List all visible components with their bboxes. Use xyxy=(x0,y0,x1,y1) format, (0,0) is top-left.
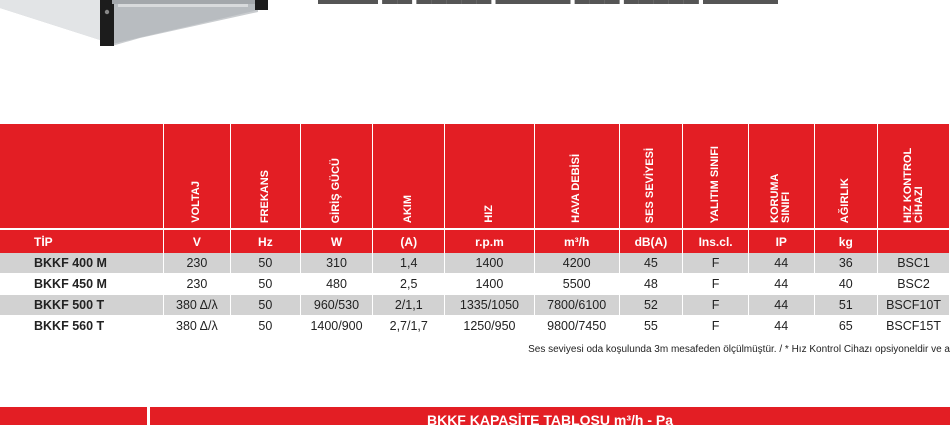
unit-hiz: r.p.m xyxy=(445,229,535,253)
cell-ses-seviyesi: 55 xyxy=(619,316,683,337)
cell-hava-debisi: 4200 xyxy=(534,253,619,274)
cell-koruma-sinifi: 44 xyxy=(748,274,814,295)
cell-hiz: 1250/950 xyxy=(445,316,535,337)
cell-hiz-kontrol: BSC1 xyxy=(878,253,950,274)
cell-ses-seviyesi: 45 xyxy=(619,253,683,274)
table-row xyxy=(0,253,950,274)
cell-hava-debisi: 7800/6100 xyxy=(534,295,619,316)
cell-giris-gucu: 960/530 xyxy=(300,295,373,316)
cell-agirlik: 40 xyxy=(814,274,878,295)
col-header-hiz: HIZ xyxy=(445,124,535,229)
cell-ses-seviyesi: 48 xyxy=(619,274,683,295)
table-row xyxy=(0,274,950,295)
unit-voltaj: V xyxy=(163,229,231,253)
cell-voltaj: 230 xyxy=(163,253,231,274)
header-unit-row xyxy=(0,229,950,253)
unit-hiz-kontrol xyxy=(878,229,950,253)
footnote: Ses seviyesi oda koşulunda 3m mesafeden ölçülmüştür. / * Hız Kontrol Cihazı opsiyoneldir ve a xyxy=(528,344,950,355)
cell-koruma-sinifi: 44 xyxy=(748,253,814,274)
cell-hiz-kontrol: BSCF15T xyxy=(878,316,950,337)
col-header-akim: AKIM xyxy=(373,124,445,229)
unit-ses-seviyesi: dB(A) xyxy=(619,229,683,253)
cell-hiz-kontrol: BSC2 xyxy=(878,274,950,295)
col-header-giris-gucu: GİRİŞ GÜCÜ xyxy=(300,124,373,229)
cell-frekans: 50 xyxy=(231,253,300,274)
cell-yalitim-sinifi: F xyxy=(683,274,749,295)
cell-frekans: 50 xyxy=(231,274,300,295)
table-row xyxy=(0,295,950,316)
cell-agirlik: 65 xyxy=(814,316,878,337)
tip-label: TİP xyxy=(0,229,163,253)
col-header-agirlik: AĞIRLIK xyxy=(814,124,878,229)
cell-akim: 2/1,1 xyxy=(373,295,445,316)
cell-voltaj: 380 Δ/λ xyxy=(163,295,231,316)
cell-voltaj: 230 xyxy=(163,274,231,295)
cell-koruma-sinifi: 44 xyxy=(748,316,814,337)
cell-akim: 2,7/1,7 xyxy=(373,316,445,337)
unit-yalitim-sinifi: Ins.cl. xyxy=(683,229,749,253)
cell-giris-gucu: 310 xyxy=(300,253,373,274)
cell-yalitim-sinifi: F xyxy=(683,253,749,274)
cell-akim: 1,4 xyxy=(373,253,445,274)
col-header-voltaj: VOLTAJ xyxy=(163,124,231,229)
unit-giris-gucu: W xyxy=(300,229,373,253)
intro-text-fragment xyxy=(318,0,778,8)
col-header-koruma-sinifi: KORUMA SINIFI xyxy=(748,124,814,229)
cell-hava-debisi: 5500 xyxy=(534,274,619,295)
cell-agirlik: 51 xyxy=(814,295,878,316)
cell-hiz: 1335/1050 xyxy=(445,295,535,316)
unit-hava-debisi: m³/h xyxy=(534,229,619,253)
cell-akim: 2,5 xyxy=(373,274,445,295)
unit-agirlik: kg xyxy=(814,229,878,253)
cell-hiz-kontrol: BSCF10T xyxy=(878,295,950,316)
cell-type: BKKF 400 M xyxy=(0,253,163,274)
cell-ses-seviyesi: 52 xyxy=(619,295,683,316)
table-row xyxy=(0,316,950,337)
capacity-table-left-header xyxy=(0,407,147,425)
cell-yalitim-sinifi: F xyxy=(683,295,749,316)
cell-frekans: 50 xyxy=(231,295,300,316)
col-header-hava-debisi: HAVA DEBİSİ xyxy=(534,124,619,229)
product-image xyxy=(0,0,270,48)
col-header-yalitim-sinifi: YALITIM SINIFI xyxy=(683,124,749,229)
cell-giris-gucu: 480 xyxy=(300,274,373,295)
cell-hiz: 1400 xyxy=(445,253,535,274)
cell-voltaj: 380 Δ/λ xyxy=(163,316,231,337)
col-header-frekans: FREKANS xyxy=(231,124,300,229)
spec-table xyxy=(0,124,950,337)
col-header-hiz-kontrol: HIZ KONTROL CİHAZI xyxy=(878,124,950,229)
cell-giris-gucu: 1400/900 xyxy=(300,316,373,337)
capacity-table-title: BKKF KAPASİTE TABLOSU m³/h - Pa xyxy=(150,407,950,425)
cell-agirlik: 36 xyxy=(814,253,878,274)
cell-type: BKKF 560 T xyxy=(0,316,163,337)
unit-koruma-sinifi: IP xyxy=(748,229,814,253)
cell-koruma-sinifi: 44 xyxy=(748,295,814,316)
cell-frekans: 50 xyxy=(231,316,300,337)
header-label-row xyxy=(0,124,950,229)
cell-hava-debisi: 9800/7450 xyxy=(534,316,619,337)
col-header-ses-seviyesi: SES SEVİYESİ xyxy=(619,124,683,229)
cell-type: BKKF 500 T xyxy=(0,295,163,316)
cell-hiz: 1400 xyxy=(445,274,535,295)
unit-akim: (A) xyxy=(373,229,445,253)
unit-frekans: Hz xyxy=(231,229,300,253)
tip-header-cell xyxy=(0,124,163,229)
cell-yalitim-sinifi: F xyxy=(683,316,749,337)
cell-type: BKKF 450 M xyxy=(0,274,163,295)
